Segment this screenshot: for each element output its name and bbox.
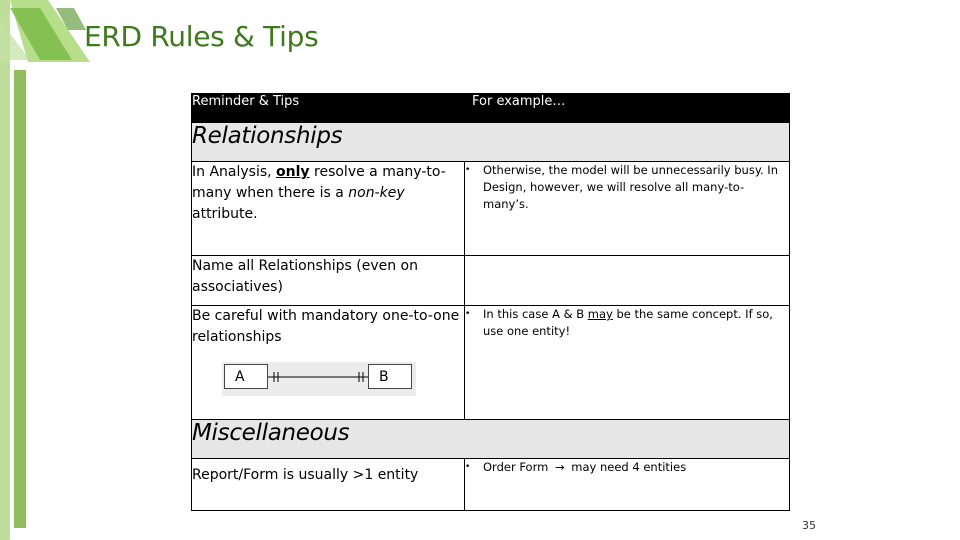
emphasis-non-key: non-key (348, 185, 405, 201)
example-same-concept: • In this case A & B may be the same concept. If so, use one entity! (465, 306, 790, 420)
one-to-one-erd-diagram (222, 362, 416, 396)
section-title-miscellaneous: Miscellaneous (192, 420, 790, 459)
section-row-miscellaneous (192, 420, 790, 459)
bullet-icon: • (465, 309, 471, 319)
table-row (192, 256, 790, 306)
page-number: 35 (802, 519, 816, 532)
emphasis-may: may (587, 307, 613, 321)
bullet-icon: • (465, 462, 471, 472)
table-row (192, 459, 790, 511)
rules-table (191, 93, 790, 511)
entity-a-box: A (224, 364, 268, 389)
example-empty (465, 256, 790, 306)
tip-report-form: Report/Form is usually >1 entity (192, 459, 465, 511)
table-row (192, 306, 790, 420)
tip-name-relationships: Name all Relationships (even on associatives) (192, 256, 465, 306)
tip-mandatory-one-to-one (192, 306, 465, 420)
table-row (192, 162, 790, 256)
emphasis-only: only (276, 164, 310, 180)
table-header-row (192, 94, 790, 123)
tip-mandatory-one-to-one-text: Be careful with mandatory one-to-one relationships (192, 308, 460, 345)
example-order-form: • Order Form → may need 4 entities (465, 459, 790, 511)
section-row-relationships (192, 123, 790, 162)
slide-title: ERD Rules & Tips (84, 20, 319, 53)
bullet-icon: • (465, 165, 471, 175)
tip-resolve-many-to-many: In Analysis, only resolve a many-to-many when there is a non-key attribute. (192, 162, 465, 256)
section-title-relationships: Relationships (192, 123, 790, 162)
header-for-example: For example… (465, 94, 790, 123)
arrow-right-icon: → (554, 460, 565, 474)
header-reminder-tips: Reminder & Tips (192, 94, 465, 123)
example-busy-model: • Otherwise, the model will be unnecessarily busy. In Design, however, we will resolve all many-to-many’s. (465, 162, 790, 256)
entity-b-box: B (368, 364, 412, 389)
green-chevron-decoration (0, 0, 100, 540)
